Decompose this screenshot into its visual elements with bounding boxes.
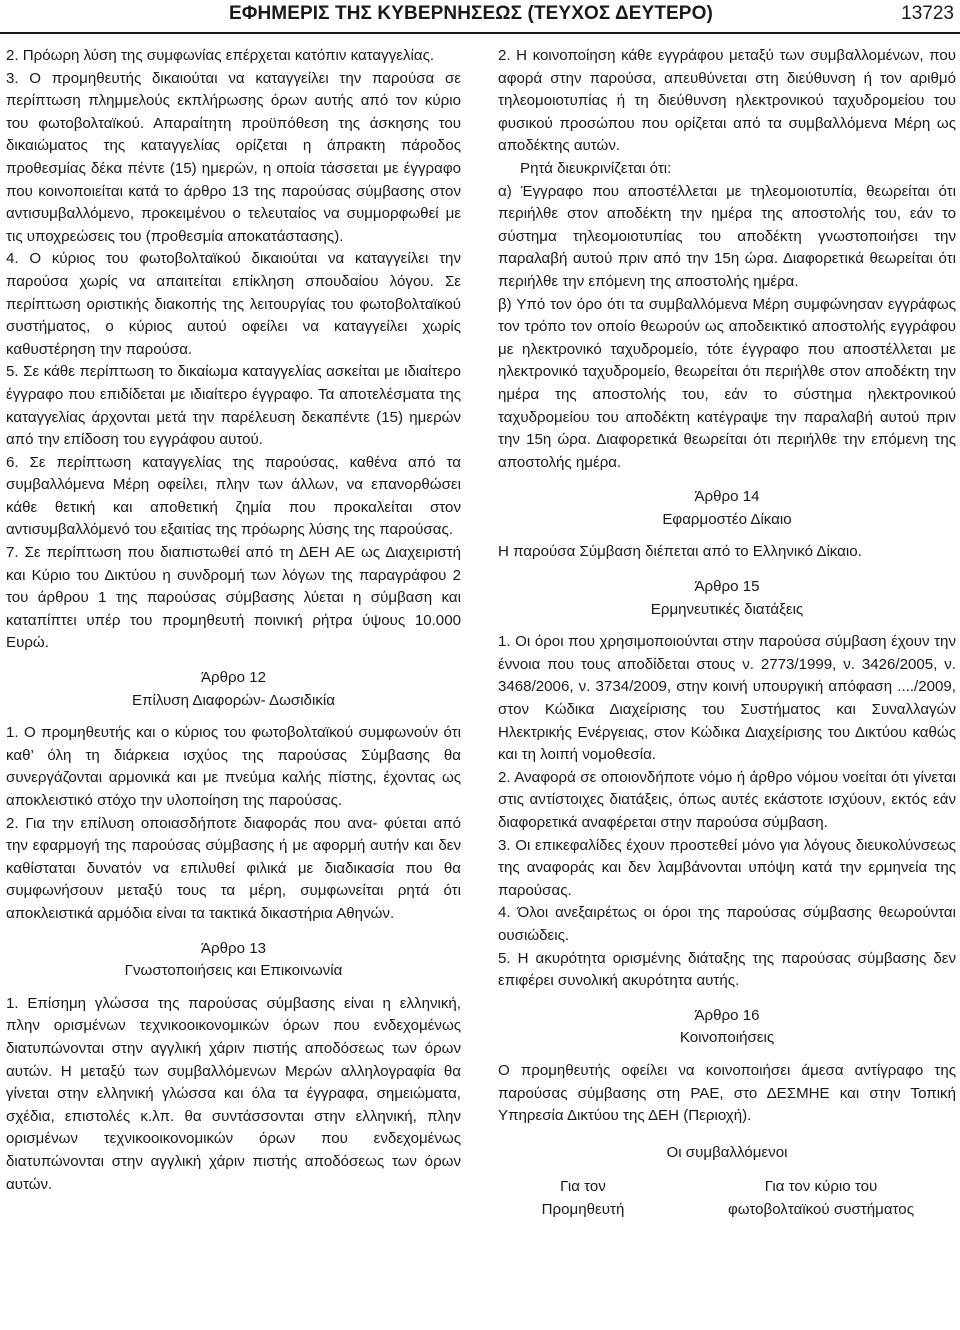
parties-label: Οι συμβαλλόμενοι [666,1143,788,1161]
paragraph: 1. Επίσημη γλώσσα της παρούσας σύμβασης είναι η ελληνική, πλην ορισμένων τεχνικοοικονομικών όρων που ενδεχομένως διατυπώνονται στην αγγλική χάριν πιστής αποδόσεως των όρων αυτών. Η μεταξύ των συμβαλλόμενων Μερών αλληλογραφία θα γίνεται στην ελληνική γλώσσα και όλα τα έγγραφα, σημειώματα, σχέδια, επιστολές κ.λπ. θα συντάσσονται στην ελληνική, πλην ορισμένων τεχνικοοικονομικών όρων που ενδεχομένως διατυπώνονται στην αγγλική χάριν πιστής αποδόσεως των όρων αυτών. [6,994,461,1193]
signature-line: Για τον [560,1178,606,1196]
gazette-title: ΕΦΗΜΕΡΙΣ ΤΗΣ ΚΥΒΕΡΝΗΣΕΩΣ (ΤΕΥΧΟΣ ΔΕΥΤΕΡΟ) [229,3,713,24]
article-15-title: Ερμηνευτικές διατάξεις [650,600,804,618]
article-15-number: Άρθρο 15 [694,578,760,596]
article-13-title: Γνωστοποιήσεις και Επικοινωνία [124,962,343,980]
article-12-title: Επίλυση Διαφορών- Δωσιδικία [132,691,335,709]
paragraph: Ρητά διευκρινίζεται ότι: [520,159,672,177]
paragraph: 6. Σε περίπτωση καταγγελίας της παρούσας, καθένα από τα συμβαλλόμενα Μέρη οφείλει, πλην των άλλων, να επανορθώσει κάθε θετική και αποθετική ζημία που προκαλείται στον αντισυμβαλλόμενό του εξαιτίας της πρόωρης λύσης της παρούσας. [6,453,461,539]
article-13-number: Άρθρο 13 [200,939,267,957]
paragraph: 2. Για την επίλυση οποιασδήποτε διαφοράς που ανα- φύεται από την εφαρμογή της παρούσας σύμβασης ή με αφορμή αυτήν και δεν καθίσταται δυνατόν να επιλυθεί φιλικά με διαδικασία που θα συμφωνήσουν μεταξύ τους τα μέρη, συμφωνείται ρητά ότι αποκλειστικά αρμόδια είναι τα τακτικά δικαστήρια Αθηνών. [6,814,461,922]
signature-supplier [498,1176,668,1221]
paragraph: 4. Ο κύριος του φωτοβολταϊκού δικαιούται να καταγγείλει την παρούσα χωρίς να απαιτείται επίκληση σπουδαίου λόγου. Σε περίπτωση οριστικής διακοπής της λειτουργίας του φωτοβολταϊκού συστήματος, ο κύριος αυτού οφείλει να καταγγείλει χωρίς καθυστέρηση την παρούσα. [6,250,461,358]
left-column [6,45,461,1196]
paragraph: α) Έγγραφο που αποστέλλεται με τηλεομοιοτυπία, θεωρείται ότι περιήλθε στον αποδέκτη την ημέρα της αποστολής του, εάν το σύστημα τηλεομοιοτυπίας του αποδέκτη γνωστοποιήσει την παραλαβή αυτού πριν από την 15η ώρα. Διαφορετικά θεωρείται ότι περιήλθε την επόμενη της αποστολής ημέρα. [498,182,956,290]
article-14-title: Εφαρμοστέο Δίκαιο [662,510,792,528]
paragraph: 2. Πρόωρη λύση της συμφωνίας επέρχεται κατόπιν καταγγελίας. [6,47,435,64]
paragraph: 5. Η ακυρότητα ορισμένης διάταξης της παρούσας σύμβασης δεν επιφέρει συνολική ακυρότητα αυτής. [498,949,956,990]
article-16-title: Κοινοποιήσεις [679,1029,775,1047]
signature-line: Για τον κύριο του [764,1178,878,1196]
paragraph: 3. Οι επικεφαλίδες έχουν προστεθεί μόνο για λόγους διευκολύνσεως της αναφοράς και δεν λαμβάνονται υπόψη κατά την ερμηνεία της παρούσας. [498,836,956,899]
signature-line: Προμηθευτή [541,1200,625,1218]
article-12-number: Άρθρο 12 [200,669,267,687]
article-16-number: Άρθρο 16 [694,1006,760,1024]
signature-line: φωτοβολταϊκού συστήματος [728,1200,914,1218]
paragraph: 1. Οι όροι που χρησιμοποιούνται στην παρούσα σύμβαση έχουν την έννοια που τους αποδίδεται στους ν. 2773/1999, ν. 3426/2005, ν. 3468/2006, ν. 3734/2009, στην κοινή υπουργική απόφαση ..../2009, στον Κώδικα Διαχείρισης του Συστήματος και Συναλλαγών Ηλεκτρικής Ενέργειας, στον Κώδικα Διαχείρισης του Δικτύου καθώς και τη λοιπή νομοθεσία. [498,633,956,764]
paragraph: 3. Ο προμηθευτής δικαιούται να καταγγείλει την παρούσα σε περίπτωση πλημμελούς εκπλήρωσης όρων αυτής από τον κύριο του φωτοβολταϊκού. Απαραίτητη προϋπόθεση της άσκησης του δικαιώματος της καταγγελίας ορίζεται η άπρακτη πάροδος προθεσμίας δέκα πέντε (15) ημερών, η οποία τάσσεται με έγγραφο που κοινοποιείται κατά το άρθρο 13 της παρούσας σύμβασης στον αντισυμβαλλόμενο, προκειμένου ο τελευταίος να συμμορφωθεί με τις υποχρεώσεις του (προθεσμία αποκατάστασης). [6,69,461,245]
paragraph: 7. Σε περίπτωση που διαπιστωθεί από τη ΔΕΗ ΑΕ ως Διαχειριστή και Κύριο του Δικτύου η συνδρομή των λόγων της παραγράφου 2 του άρθρου 1 της παρούσας σύμβασης λύεται η σύμβαση και καταπίπτει υπέρ του προμηθευτή ποινική ρήτρα ύψους 10.000 Ευρώ. [6,544,461,652]
paragraph: Ο προμηθευτής οφείλει να κοινοποιήσει άμεσα αντίγραφο της παρούσας σύμβασης στη ΡΑΕ, στο ΔΕΣΜΗΕ και στην Τοπική Υπηρεσία Δικτύου της ΔΕΗ (Περιοχή). [498,1061,956,1125]
signature-block [498,1176,956,1221]
paragraph: 2. Αναφορά σε οποιονδήποτε νόμο ή άρθρο νόμου νοείται ότι γίνεται στις αντίστοιχες διατάξεις, όπως αυτές εκάστοτε ισχύουν, εκτός εάν διαφορετικά αναφέρεται στην παρούσα σύμβαση. [498,768,956,831]
paragraph: 5. Σε κάθε περίπτωση το δικαίωμα καταγγελίας ασκείται με ιδιαίτερο έγγραφο που επιδίδεται με ιδιαίτερο έγγραφο. Τα αποτελέσματα της καταγγελίας άρχονται μετά την παρέλευση δεκαπέντε (15) ημερών από την επίδοση του εγγράφου αυτού. [6,363,461,449]
signature-owner [686,1176,956,1221]
article-14-number: Άρθρο 14 [694,488,760,506]
paragraph: 2. Η κοινοποίηση κάθε εγγράφου μεταξύ των συμβαλλομένων, που αφορά στην παρούσα, απευθύνεται στη διεύθυνση ή τον αριθμό τηλεομοιοτυπίας ή τη διεύθυνση ηλεκτρονικού ταχυδρομείου του φυσικού προσώπου που ορίζεται από τα συμβαλλόμενα Μέρη ως αποδέκτης αυτών. [498,47,956,155]
paragraph: β) Υπό τον όρο ότι τα συμβαλλόμενα Μέρη συμφώνησαν εγγράφως τον τρόπο τον οποίο θεωρούν ως αποδεικτικό αποστολής εγγράφου με ηλεκτρονικό ταχυδρομείο, τότε έγγραφο που αποστέλλεται με ηλεκτρονικό ταχυδρομείο, θεωρείται ότι περιήλθε στον αποδέκτη την ημέρα της αποστολής του, εάν το σύστημα ηλεκτρονικού ταχυδρομείου του αποδέκτη κατέγραψε την παραλαβή αυτού πριν την 15η ώρα. Διαφορετικά θεωρείται ότι περιήλθε την επόμενη της αποστολής ημέρα. [498,295,956,471]
page-number: 13723 [901,3,954,24]
page-header [0,0,960,34]
paragraph: Η παρούσα Σύμβαση διέπεται από το Ελληνικό Δίκαιο. [498,543,862,561]
right-column [498,45,956,1222]
paragraph: 1. Ο προμηθευτής και ο κύριος του φωτοβολταϊκού συμφωνούν ότι καθ’ όλη τη διάρκεια ισχύος της παρούσας Σύμβασης θα συνεργάζονται αρμονικά και με πνεύμα καλής πίστης, έχοντας ως αποκλειστικό στόχο την υλοποίηση της παρούσας. [6,724,461,809]
paragraph: 4. Όλοι ανεξαιρέτως οι όροι της παρούσας σύμβασης θεωρούνται ουσιώδεις. [498,904,956,944]
header-rule [0,32,960,34]
